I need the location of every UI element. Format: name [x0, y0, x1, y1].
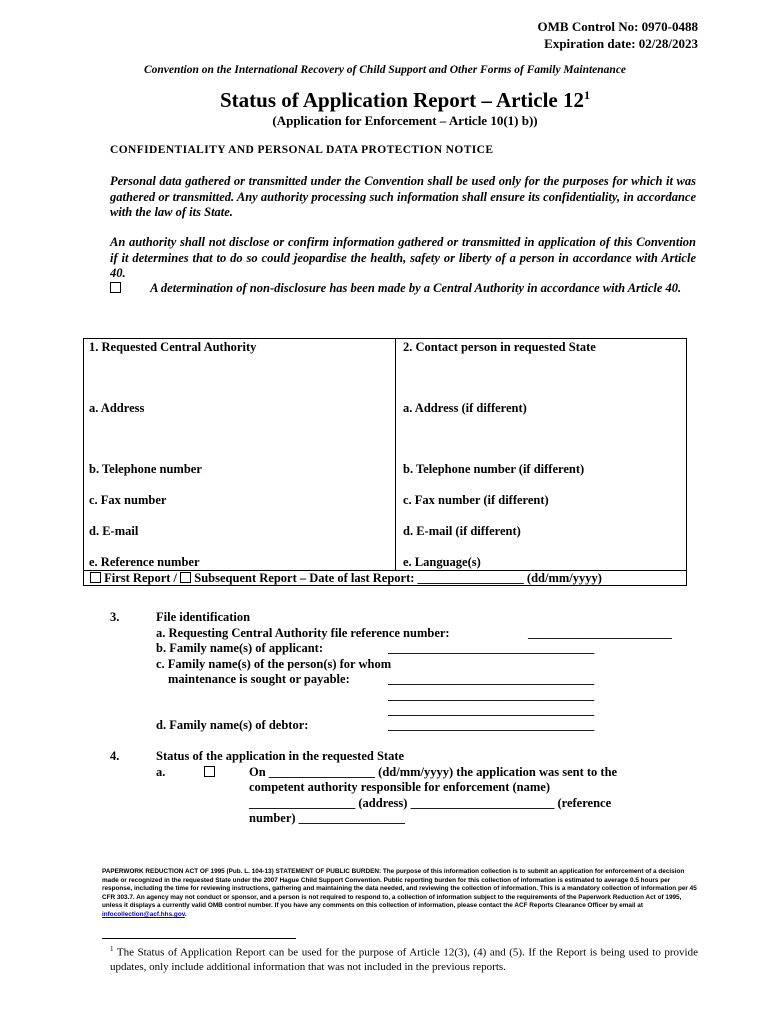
authority-reference-label: e. Reference number [89, 555, 200, 569]
contact-address-label: a. Address (if different) [403, 401, 527, 415]
debtor-name-field[interactable]: _________________________________ [388, 718, 595, 732]
paperwork-text: PAPERWORK REDUCTION ACT OF 1995 (Pub. L. 104-13) STATEMENT OF PUBLIC BURDEN: The purpose of this information collection is to submit an application for enforcement of a decision made or recognized in the requested State under the 2007 Hague Child Support Convention. Public reporting burden for this collection of information is estimated to average 0.5 hours per response, including the time for reviewing instructions, gathering and maintaining the data needed, and reviewing the collection of information. This is a mandatory collection of information per 45 CFR 303.7. An agency may not conduct or sponsor, and a person is not required to respond to, a collection of information subject to the requirements of the Paperwork Reduction Act of 1995, unless it displays a currently valid OMB control number. If you have any comments on this collection of information, please contact the ACF Reports Clearance Officer by email at [102, 868, 697, 910]
infocollection-email-link[interactable]: infocollection@acf.hhs.gov [102, 910, 185, 918]
omb-header [538, 18, 698, 52]
applicant-name-label: b. Family name(s) of applicant: [156, 641, 324, 655]
footnote [110, 942, 698, 975]
document-title [0, 88, 770, 113]
section-4-number: 4. [110, 749, 120, 763]
authority-address-label: a. Address [89, 401, 145, 415]
contact-person-heading: 2. Contact person in requested State [403, 340, 596, 354]
maintenance-person-field-3[interactable]: _________________________________ [388, 703, 595, 717]
notice-paragraph-1: Personal data gathered or transmitted under the Convention shall be used only for the purposes for which it was gathered or transmitted. Any authority processing such information shall ensure its confidentiality, in accordance with the law of its State. [110, 174, 696, 219]
first-report-label: First Report / [104, 571, 178, 585]
contact-language-label: e. Language(s) [403, 555, 481, 569]
file-reference-label: a. Requesting Central Authority file reference number: [156, 626, 450, 640]
section-3-number: 3. [110, 610, 120, 624]
applicant-name-field[interactable]: _________________________________ [388, 641, 595, 655]
document-subtitle: (Application for Enforcement – Article 10(1) b)) [272, 113, 538, 128]
authority-fax-label: c. Fax number [89, 493, 167, 507]
nondisclosure-row [110, 281, 696, 297]
contact-telephone-label: b. Telephone number (if different) [403, 462, 585, 476]
item-a-letter: a. [156, 765, 166, 779]
report-type-row [90, 571, 602, 586]
document-title-text: Status of Application Report – Article 12 [220, 88, 584, 112]
convention-title: Convention on the International Recovery of Child Support and Other Forms of Family Maintenance [143, 64, 627, 76]
notice-heading: CONFIDENTIALITY AND PERSONAL DATA PROTECTION NOTICE [110, 144, 494, 156]
application-sent-line-3: _________________ (address) _______________________ (reference [249, 796, 612, 810]
application-sent-line-1: On _________________ (dd/mm/yyyy) the application was sent to the [249, 765, 618, 779]
paperwork-reduction-statement [102, 868, 698, 920]
maintenance-person-label-cont: maintenance is sought or payable: [168, 672, 350, 686]
contact-fax-label: c. Fax number (if different) [403, 493, 549, 507]
table-divider [395, 338, 396, 570]
footnote-marker: 1 [110, 945, 114, 953]
maintenance-person-field-1[interactable]: _________________________________ [388, 672, 595, 686]
omb-control-number: OMB Control No: 0970-0488 [537, 19, 698, 34]
expiration-date: Expiration date: 02/28/2023 [544, 36, 698, 51]
first-report-checkbox[interactable] [90, 572, 101, 583]
footnote-separator [102, 938, 296, 939]
application-sent-line-4: number) _________________ [249, 811, 405, 825]
notice-paragraph-2: An authority shall not disclose or confirm information gathered or transmitted in application of this Convention if it determines that to do so could jeopardise the health, safety or liberty of a person in accordance with Article 40. [110, 235, 696, 280]
contact-email-label: d. E-mail (if different) [403, 524, 521, 538]
authority-email-label: d. E-mail [89, 524, 139, 538]
maintenance-person-field-2[interactable]: _________________________________ [388, 688, 595, 702]
application-sent-checkbox[interactable] [204, 766, 215, 777]
debtor-name-label: d. Family name(s) of debtor: [156, 718, 309, 732]
footnote-ref: 1 [583, 88, 590, 102]
application-sent-checkbox-wrap [204, 765, 215, 781]
authority-telephone-label: b. Telephone number [89, 462, 202, 476]
subsequent-report-checkbox[interactable] [180, 572, 191, 583]
requested-authority-heading: 1. Requested Central Authority [89, 340, 257, 354]
section-4-heading: Status of the application in the requested State [156, 749, 405, 763]
maintenance-person-label: c. Family name(s) of the person(s) for whom [156, 657, 392, 671]
footnote-text: The Status of Application Report can be used for the purpose of Article 12(3), (4) and (5). If the Report is being used to provide updates, only include additional information that was not included in the previous reports. [110, 946, 698, 974]
application-sent-line-2: competent authority responsible for enforcement (name) [249, 780, 550, 794]
subsequent-report-label: Subsequent Report – Date of last Report: _________________ (dd/mm/yyyy) [194, 571, 602, 585]
nondisclosure-checkbox[interactable] [110, 282, 121, 293]
section-3-heading: File identification [156, 610, 251, 624]
paperwork-end: . [184, 910, 187, 918]
nondisclosure-text: A determination of non-disclosure has been made by a Central Authority in accordance with Article 40. [150, 281, 682, 295]
file-reference-field[interactable]: _______________________ [528, 626, 672, 640]
